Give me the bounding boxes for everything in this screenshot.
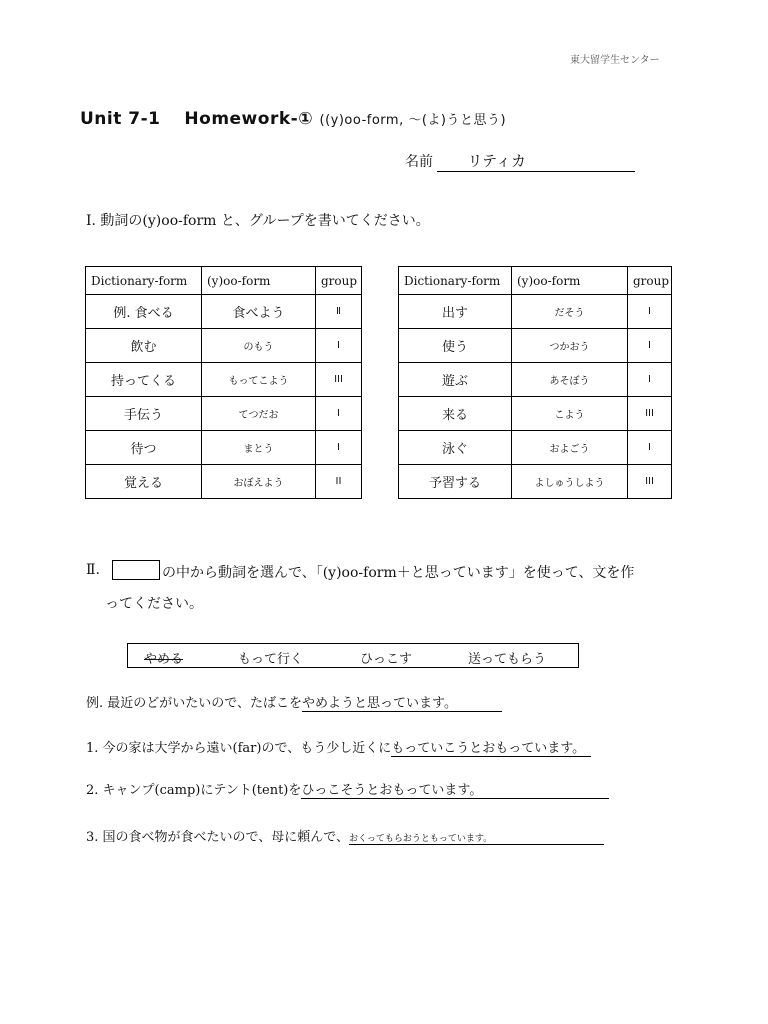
dict-form: 遊ぶ bbox=[399, 363, 512, 397]
table-row bbox=[399, 431, 672, 465]
group[interactable]: III bbox=[316, 363, 362, 397]
item-label: 2. bbox=[86, 783, 99, 798]
table-row bbox=[86, 397, 362, 431]
group[interactable]: I bbox=[316, 329, 362, 363]
yoo-form[interactable]: だそう bbox=[512, 295, 628, 329]
item-text: キャンプ(camp)にテント(tent)を bbox=[102, 783, 302, 798]
word-bank bbox=[127, 643, 579, 668]
group[interactable]: Ⅱ bbox=[316, 295, 362, 329]
yoo-form[interactable]: 食べよう bbox=[202, 295, 316, 329]
table-row bbox=[399, 329, 672, 363]
table-header bbox=[86, 267, 362, 295]
item-answer[interactable]: もっていこうとおもっています。 bbox=[391, 737, 591, 757]
yoo-form[interactable]: よしゅうしよう bbox=[512, 465, 628, 499]
verb-table-right bbox=[398, 266, 672, 499]
col-header: (y)oo-form bbox=[512, 267, 628, 295]
table-row bbox=[399, 397, 672, 431]
section2-instruction-a: の中から動詞を選んで、「(y)oo-form＋と思っています」を使って、文を作 bbox=[162, 565, 635, 581]
yoo-form[interactable]: こよう bbox=[512, 397, 628, 431]
name-label: 名前 bbox=[405, 154, 433, 170]
dict-form: 来る bbox=[399, 397, 512, 431]
example-text: 最近のどがいたいので、たばこを bbox=[107, 696, 303, 711]
word-option: もって行く bbox=[238, 652, 304, 667]
verb-table-left bbox=[85, 266, 362, 499]
item-line-3 bbox=[86, 826, 604, 845]
section2-numeral: Ⅱ. bbox=[86, 562, 100, 578]
group[interactable]: I bbox=[628, 295, 672, 329]
dict-form: 覚える bbox=[86, 465, 202, 499]
title-main: Unit 7-1 Homework-① bbox=[80, 109, 314, 129]
example-line bbox=[86, 692, 502, 712]
item-answer[interactable]: おくってもらおうともっています。 bbox=[349, 831, 604, 845]
word-option: 送ってもらう bbox=[468, 652, 547, 667]
item-label: 1. bbox=[86, 741, 99, 756]
yoo-form[interactable]: まとう bbox=[202, 431, 316, 465]
dict-form: 手伝う bbox=[86, 397, 202, 431]
group[interactable]: I bbox=[628, 329, 672, 363]
col-header: group bbox=[628, 267, 672, 295]
col-header: Dictionary-form bbox=[399, 267, 512, 295]
table-row bbox=[86, 295, 362, 329]
yoo-form[interactable]: のもう bbox=[202, 329, 316, 363]
group[interactable]: II bbox=[316, 465, 362, 499]
dict-form: 泳ぐ bbox=[399, 431, 512, 465]
table-row bbox=[86, 465, 362, 499]
dict-form: 予習する bbox=[399, 465, 512, 499]
group[interactable]: I bbox=[316, 397, 362, 431]
table-row bbox=[86, 329, 362, 363]
item-label: 3. bbox=[86, 830, 99, 845]
yoo-form[interactable]: つかおう bbox=[512, 329, 628, 363]
col-header: group bbox=[316, 267, 362, 295]
example-label: 例. bbox=[86, 696, 104, 711]
table-row bbox=[86, 431, 362, 465]
item-line-1 bbox=[86, 737, 591, 757]
name-field bbox=[405, 150, 635, 172]
yoo-form[interactable]: てつだお bbox=[202, 397, 316, 431]
table-row bbox=[399, 295, 672, 329]
group[interactable]: I bbox=[628, 363, 672, 397]
yoo-form[interactable]: もってこよう bbox=[202, 363, 316, 397]
yoo-form[interactable]: およごう bbox=[512, 431, 628, 465]
title-sub: ((y)oo-form, ～(よ)うと思う) bbox=[319, 113, 507, 128]
dict-form: 持ってくる bbox=[86, 363, 202, 397]
dict-form: 例. 食べる bbox=[86, 295, 202, 329]
yoo-form[interactable]: おぼえよう bbox=[202, 465, 316, 499]
dict-form: 出す bbox=[399, 295, 512, 329]
yoo-form[interactable]: あそぼう bbox=[512, 363, 628, 397]
word-option: ひっこす bbox=[360, 652, 413, 667]
table-row bbox=[86, 363, 362, 397]
dict-form: 待つ bbox=[86, 431, 202, 465]
section2-instruction-b: ってください。 bbox=[105, 596, 203, 612]
col-header: (y)oo-form bbox=[202, 267, 316, 295]
group[interactable]: III bbox=[628, 465, 672, 499]
group[interactable]: I bbox=[628, 431, 672, 465]
dict-form: 飲む bbox=[86, 329, 202, 363]
dict-form: 使う bbox=[399, 329, 512, 363]
group[interactable]: I bbox=[316, 431, 362, 465]
table-header bbox=[399, 267, 672, 295]
item-text: 今の家は大学から遠い(far)ので、もう少し近くに bbox=[102, 741, 392, 756]
name-value[interactable]: リティカ bbox=[437, 150, 635, 172]
page-title bbox=[80, 104, 506, 129]
item-line-2 bbox=[86, 779, 609, 799]
col-header: Dictionary-form bbox=[86, 267, 202, 295]
item-text: 国の食べ物が食べたいので、母に頼んで、 bbox=[102, 830, 350, 845]
blank-box bbox=[112, 560, 160, 580]
table-row bbox=[399, 363, 672, 397]
group[interactable]: III bbox=[628, 397, 672, 431]
word-option: やめる bbox=[144, 652, 184, 667]
center-name: 東大留学生センター bbox=[570, 55, 660, 66]
example-answer: やめようと思っています。 bbox=[302, 692, 502, 712]
item-answer[interactable]: ひっこそうとおもっています。 bbox=[301, 779, 609, 799]
section1-instruction: Ⅰ. 動詞の(y)oo-form と、グループを書いてください。 bbox=[86, 213, 430, 229]
table-row bbox=[399, 465, 672, 499]
